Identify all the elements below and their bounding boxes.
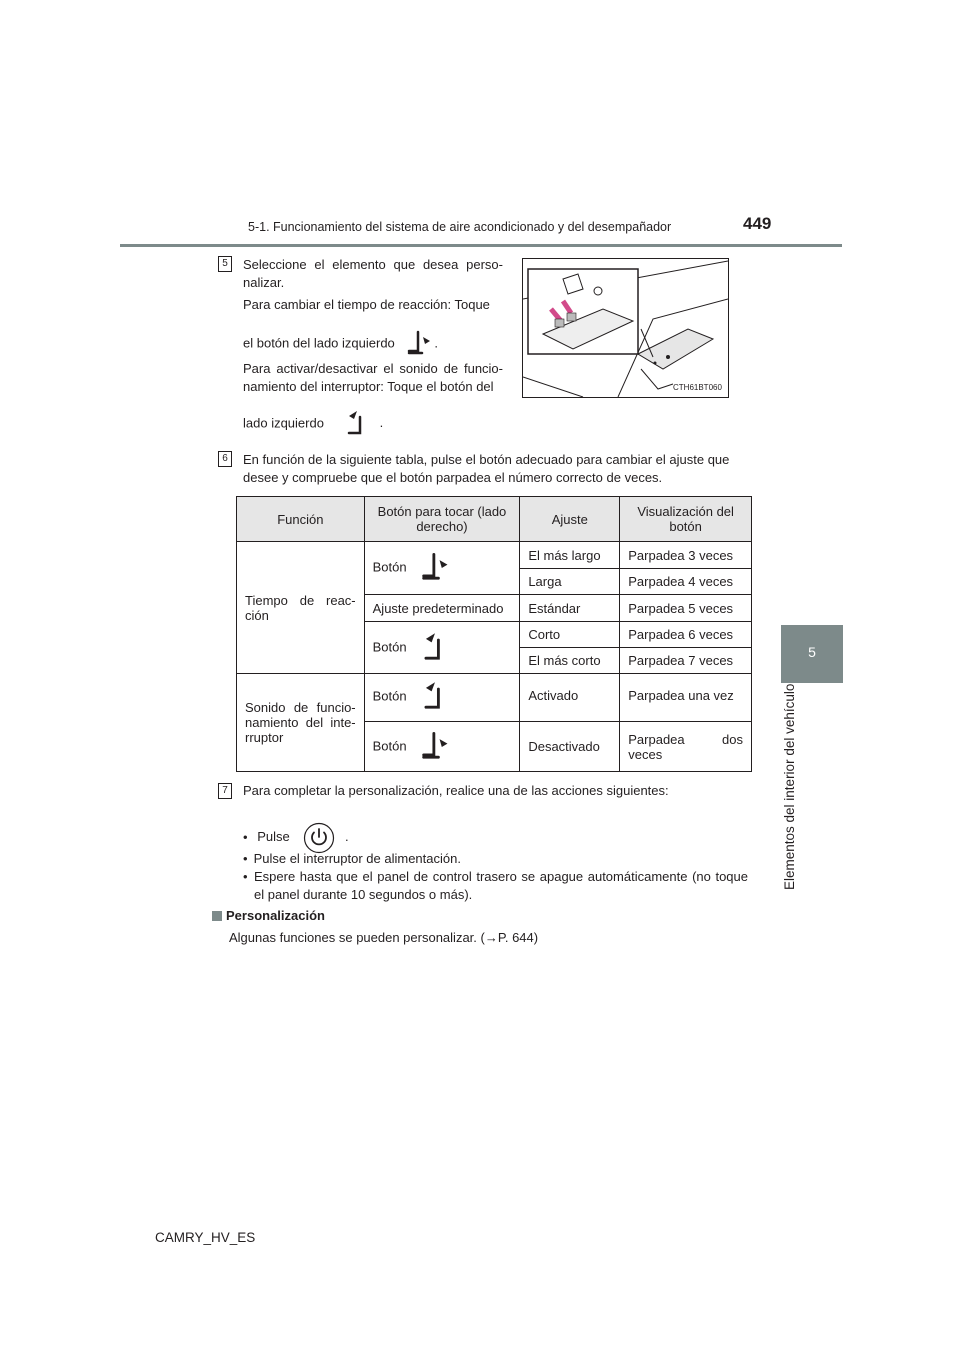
panel-figure: [522, 258, 729, 398]
function-sound: Sonido de funcio-namiento del inte-rruptor: [237, 674, 365, 772]
rear-panel-illustration: [523, 259, 728, 397]
header-button: Botón para tocar (lado derecho): [364, 497, 520, 542]
button-word: Botón: [372, 638, 407, 654]
bullet-3-text: Espere hasta que el panel de control trasero se apague automáticamente (no toque el panel durante 10 segundos o más).: [254, 869, 748, 902]
chapter-title: Elementos del interior del vehículo: [782, 683, 797, 890]
default-button-cell: Ajuste predeterminado: [364, 595, 520, 622]
step-5-reaction-intro: Para cambiar el tiempo de reacción: Toque: [243, 297, 490, 312]
table-row: [237, 542, 752, 569]
display-cell: Parpadea 4 veces: [620, 569, 752, 595]
button-word: Botón: [372, 559, 407, 575]
header-setting: Ajuste: [520, 497, 620, 542]
seat-recline-forward-icon: [342, 409, 372, 439]
table-header-row: [237, 497, 752, 542]
step-7-bullet-3: • Espere hasta que el panel de control trasero se apague automáticamente (no toque el panel durante 10 segundos o más).: [243, 869, 748, 902]
seat-recline-forward-icon: [416, 631, 454, 665]
header-function: Función: [237, 497, 365, 542]
customization-title: Personalización: [226, 908, 325, 923]
step-5-text: Seleccione el elemento que desea perso-nalizar.: [243, 257, 503, 290]
customization-heading: [212, 907, 325, 925]
page-reference[interactable]: P. 644): [497, 930, 539, 945]
period-2: .: [379, 415, 384, 431]
step-6-marker: 6: [218, 451, 232, 467]
step-5-sound-tail: [243, 409, 383, 439]
button-cell: [364, 674, 520, 722]
button-cell: [364, 622, 520, 674]
step-5-marker: 5: [218, 256, 232, 272]
display-cell: Parpadea 5 veces: [620, 595, 752, 622]
bullet-2-text: Pulse el interruptor de alimentación.: [253, 851, 461, 866]
sound-tail-text: lado izquierdo: [243, 415, 324, 431]
step-7-text: Para completar la personalización, realice una de las acciones siguientes:: [243, 783, 669, 798]
setting-cell: Corto: [520, 622, 620, 648]
section-title: 5-1. Funcionamiento del sistema de aire acondicionado y del desempañador: [248, 220, 672, 234]
setting-cell: Activado: [520, 674, 620, 722]
chapter-tab: [781, 625, 843, 683]
display-cell: Parpadea dos veces: [620, 722, 752, 772]
figure-code: CTH61BT060: [673, 383, 722, 392]
display-cell: Parpadea una vez: [620, 674, 752, 722]
header-rule: [120, 244, 842, 247]
chapter-side-label: [760, 683, 820, 890]
settings-table: [236, 496, 752, 772]
header-display: Visualización del botón: [620, 497, 752, 542]
display-cell: Parpadea 3 veces: [620, 542, 752, 569]
button-word: Botón: [372, 688, 407, 704]
section-square-icon: [212, 911, 222, 921]
setting-cell: El más corto: [520, 648, 620, 674]
setting-cell: El más largo: [520, 542, 620, 569]
arrow-glyph: →: [484, 930, 498, 945]
bullet-1-post: .: [344, 829, 349, 845]
period: .: [434, 335, 439, 351]
button-word: Botón: [372, 737, 407, 753]
setting-cell: Desactivado: [520, 722, 620, 772]
seat-recline-back-icon: [404, 329, 434, 359]
customization-text: Algunas funciones se pueden personalizar. (→P. 644): [229, 930, 539, 945]
function-reaction: Tiempo de reac-ción: [237, 542, 365, 674]
seat-recline-back-icon: [416, 551, 454, 585]
step-6-text: En función de la siguiente tabla, pulse el botón adecuado para cambiar el ajuste que desee y compruebe que el botón parpadea el número correcto de veces.: [243, 452, 730, 485]
seat-recline-back-icon: [416, 730, 454, 764]
bullet-1-pre: Pulse: [257, 829, 290, 845]
setting-cell: Larga: [520, 569, 620, 595]
button-cell: [364, 722, 520, 772]
table-row: [237, 674, 752, 722]
model-code: CAMRY_HV_ES: [155, 1230, 256, 1245]
step-5-sound-intro: Para activar/desactivar el sonido de funcio-namiento del interruptor: Toque el botón del: [243, 361, 503, 394]
reaction-tail-text: el botón del lado izquierdo: [243, 335, 395, 351]
display-cell: Parpadea 6 veces: [620, 622, 752, 648]
step-5-reaction-tail: [243, 329, 438, 359]
step-7-marker: 7: [218, 783, 232, 799]
page-number: 449: [743, 214, 772, 233]
display-cell: Parpadea 7 veces: [620, 648, 752, 674]
step-7-bullet-2: • Pulse el interruptor de alimentación.: [243, 851, 461, 866]
button-cell: [364, 542, 520, 595]
seat-recline-forward-icon: [416, 680, 454, 714]
chapter-number: 5: [808, 644, 816, 660]
setting-cell: Estándar: [520, 595, 620, 622]
step-7-bullet-1: • Pulse .: [243, 822, 349, 854]
